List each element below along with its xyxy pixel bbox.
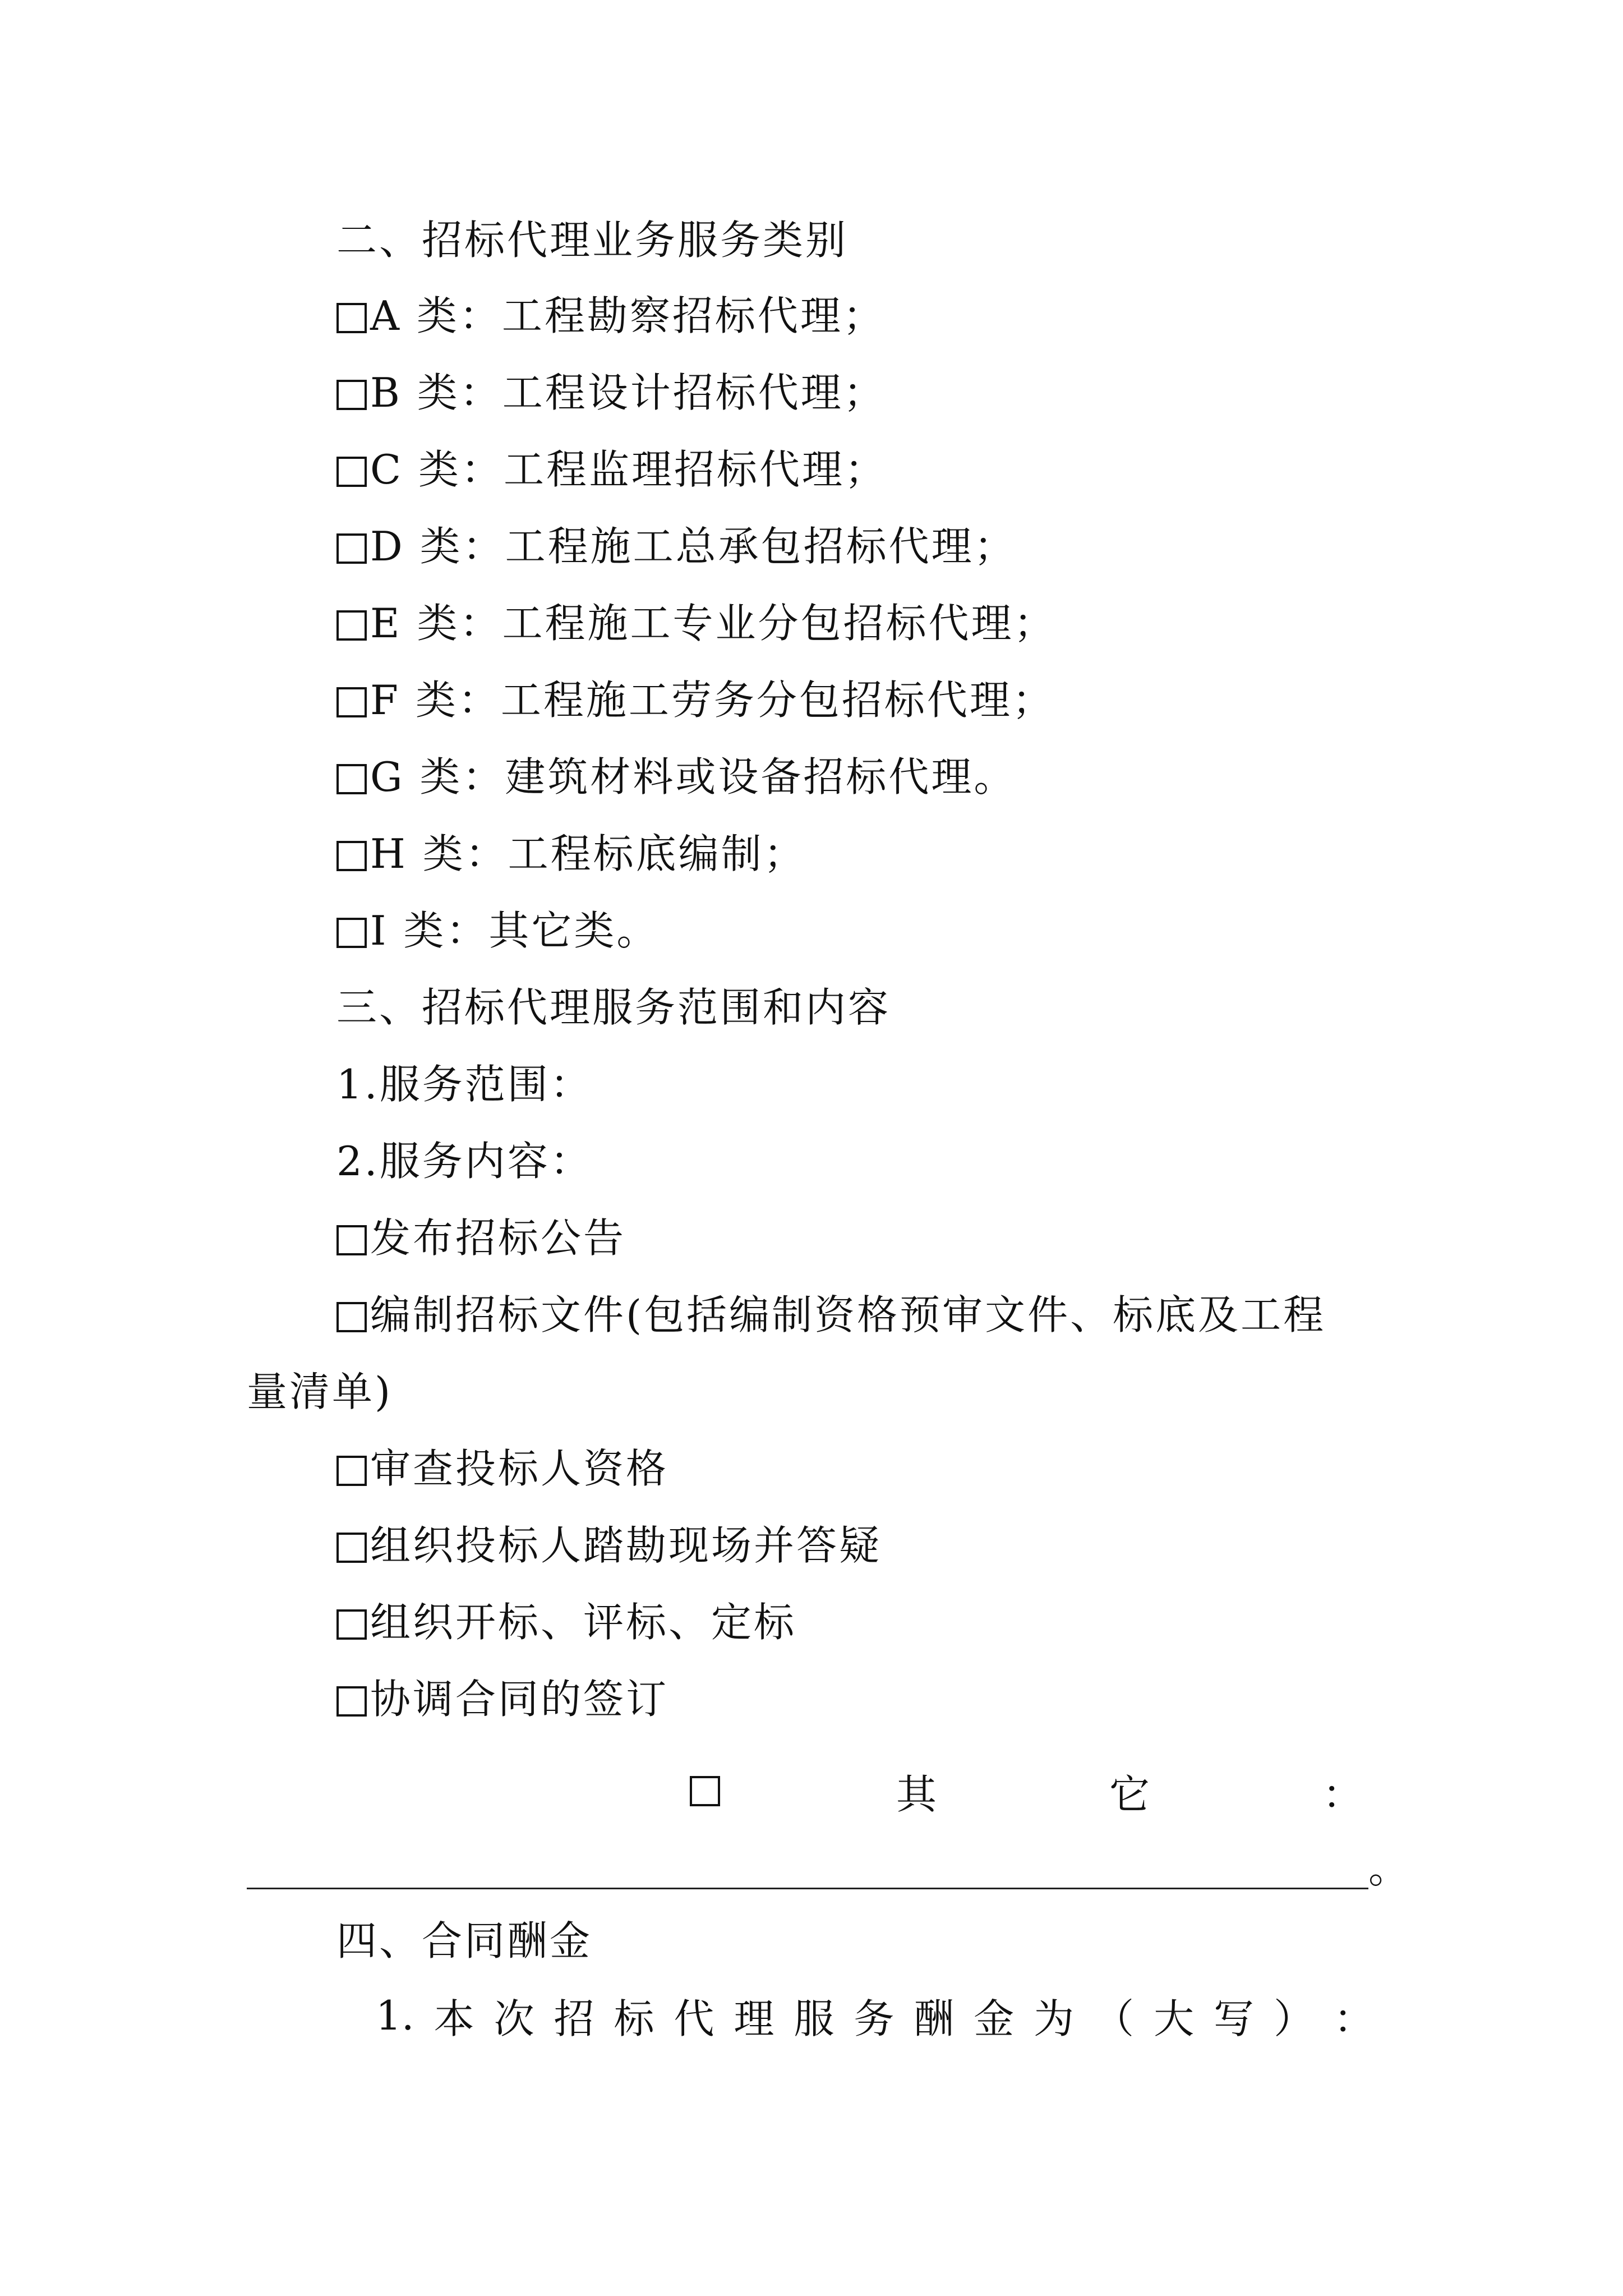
checkbox-icon[interactable] xyxy=(336,1225,367,1255)
category-f-item[interactable] xyxy=(336,673,1055,727)
remuneration-char: 理 xyxy=(734,1995,774,2042)
checkbox-icon[interactable] xyxy=(336,1609,367,1640)
remuneration-char: （ xyxy=(1094,1995,1135,2042)
section3-heading: 三、招标代理服务范围和内容 xyxy=(336,984,891,1031)
service-item-other[interactable] xyxy=(690,1764,1363,1818)
remuneration-char: 服 xyxy=(794,1995,834,2042)
checkbox-icon[interactable] xyxy=(336,1456,367,1486)
service-item-tender-docs-continuation: 量清单) xyxy=(247,1368,393,1415)
service-item-contract-signing[interactable] xyxy=(336,1672,668,1726)
category-a-label: A 类：工程勘察招标代理； xyxy=(370,292,886,339)
category-b-item[interactable] xyxy=(336,366,886,420)
remuneration-char: 写 xyxy=(1214,1995,1255,2042)
section4-heading: 四、合同酬金 xyxy=(336,1917,593,1964)
remuneration-char: ） xyxy=(1273,1995,1314,2042)
other-char: ： xyxy=(1322,1771,1363,1818)
remuneration-char: 代 xyxy=(674,1995,714,2042)
checkbox-icon[interactable] xyxy=(336,841,367,871)
category-f-label: F 类：工程施工劳务分包招标代理； xyxy=(370,677,1055,724)
service-item-announcement[interactable] xyxy=(336,1211,626,1265)
section2-heading: 二、招标代理业务服务类别 xyxy=(336,217,849,264)
checkbox-icon[interactable] xyxy=(336,687,367,717)
category-a-item[interactable] xyxy=(336,289,886,343)
service-item-label: 组织投标人踏勘现场并答疑 xyxy=(370,1522,882,1569)
category-i-item[interactable] xyxy=(336,904,659,958)
service-item-label: 编制招标文件(包括编制资格预审文件、标底及工程 xyxy=(370,1291,1326,1338)
checkbox-icon[interactable] xyxy=(336,918,367,948)
checkbox-icon[interactable] xyxy=(336,380,367,410)
other-char: 其 xyxy=(896,1771,937,1818)
category-d-item[interactable] xyxy=(336,519,1017,573)
remuneration-char: 酬 xyxy=(914,1995,955,2042)
checkbox-icon[interactable] xyxy=(336,533,367,564)
remuneration-char: 大 xyxy=(1154,1995,1195,2042)
service-item-label: 组织开标、评标、定标 xyxy=(370,1599,797,1646)
service-item-qualification[interactable] xyxy=(336,1442,668,1496)
category-b-label: B 类：工程设计招标代理； xyxy=(370,369,886,416)
service-item-tender-docs[interactable] xyxy=(336,1288,1326,1342)
other-end-mark: 。 xyxy=(1368,1845,1409,1892)
checkbox-icon[interactable] xyxy=(336,1533,367,1563)
checkbox-icon[interactable] xyxy=(690,1776,720,1806)
service-item-label: 协调合同的签订 xyxy=(370,1676,669,1723)
checkbox-icon[interactable] xyxy=(336,457,367,487)
checkbox-icon[interactable] xyxy=(336,1686,367,1717)
service-item-label: 审查投标人资格 xyxy=(370,1445,669,1492)
remuneration-char: 本 xyxy=(434,1995,474,2042)
category-c-item[interactable] xyxy=(336,443,887,496)
category-g-item[interactable] xyxy=(336,750,1016,804)
service-item-label: 发布招标公告 xyxy=(370,1214,626,1262)
service-content-label: 2.服务内容： xyxy=(336,1138,593,1185)
category-d-label: D 类：工程施工总承包招标代理； xyxy=(370,523,1017,570)
remuneration-char: 招 xyxy=(554,1995,594,2042)
remuneration-char: 为 xyxy=(1034,1995,1075,2042)
checkbox-icon[interactable] xyxy=(336,303,367,333)
remuneration-char: ： xyxy=(1333,1995,1374,2042)
remuneration-char: 标 xyxy=(614,1995,654,2042)
remuneration-char: 务 xyxy=(854,1995,895,2042)
remuneration-char: 金 xyxy=(974,1995,1015,2042)
checkbox-icon[interactable] xyxy=(336,764,367,794)
category-e-item[interactable] xyxy=(336,596,1056,650)
other-char: 它 xyxy=(1109,1771,1150,1818)
service-scope-label: 1.服务范围： xyxy=(336,1061,593,1108)
remuneration-line xyxy=(376,1989,1374,2042)
category-i-label: I 类：其它类。 xyxy=(370,907,660,954)
service-item-bid-opening[interactable] xyxy=(336,1595,796,1649)
remuneration-char: 次 xyxy=(494,1995,534,2042)
other-fill-in-line[interactable] xyxy=(247,1888,1368,1889)
category-e-label: E 类：工程施工专业分包招标代理； xyxy=(370,600,1057,647)
category-g-label: G 类：建筑材料或设备招标代理。 xyxy=(370,753,1017,800)
checkbox-icon[interactable] xyxy=(336,1302,367,1332)
checkbox-icon[interactable] xyxy=(336,610,367,641)
service-item-site-visit[interactable] xyxy=(336,1519,882,1572)
remuneration-char: 1. xyxy=(376,1992,414,2039)
category-c-label: C 类：工程监理招标代理； xyxy=(370,446,887,493)
category-h-item[interactable] xyxy=(336,827,806,881)
category-h-label: H 类：工程标底编制； xyxy=(370,830,806,877)
